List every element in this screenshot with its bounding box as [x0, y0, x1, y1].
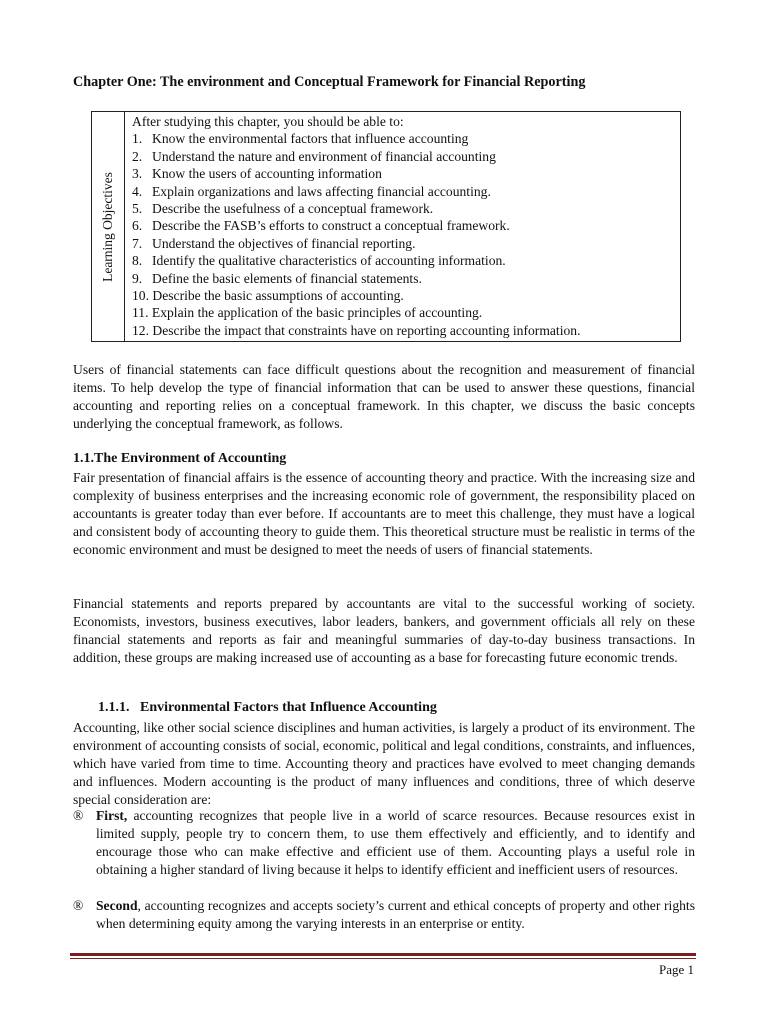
section-heading-1-1-1: 1.1.1. Environmental Factors that Influence Accounting: [98, 700, 437, 715]
objective-text: Describe the impact that constraints have on reporting accounting information.: [152, 322, 581, 338]
objective-text: Define the basic elements of financial statements.: [152, 270, 422, 286]
bullet-marker: ®: [73, 898, 84, 913]
objective-text: Explain organizations and laws affecting financial accounting.: [152, 183, 491, 199]
section-1-1-1-paragraph: Accounting, like other social science disciplines and human activities, is largely a product of its environment. The environment of accounting consists of social, economic, political and legal conditions, constraints, and influences, which have varied from time to time. Accounting theory and practices have evolved to meet changing demands and influences. Modern accounting is the product of many influences and conditions, three of which deserve special consideration are:: [73, 720, 695, 808]
objective-number: 5.: [132, 201, 143, 217]
learning-objectives-list: [132, 113, 676, 339]
bullet-body: accounting recognizes that people live in a world of scarce resources. Because resources exist in limited supply, people try to concern them, to use them effectively and efficiently, and to identify and encourage those who can make effective and efficient use of them. Accounting plays a useful role in obtaining a higher standard of living because it helps to identify efficient and inefficient users of resources.: [96, 808, 695, 878]
learning-objectives-side: [92, 112, 125, 341]
objective-item: [132, 148, 676, 165]
section-heading-1-1: 1.1.The Environment of Accounting: [73, 451, 287, 466]
list-item: [73, 807, 695, 879]
bullet-text: [96, 807, 695, 879]
bullet-lead: First,: [96, 808, 128, 823]
objective-item: [132, 235, 676, 252]
objective-item: [132, 217, 676, 234]
section-1-1-paragraph-1: Fair presentation of financial affairs is the essence of accounting theory and practice. With the increasing size and complexity of business enterprises and the increasing economic role of government, the responsibility placed on accountants is greater today than ever before. If accountants are to meet this challenge, they must have a logical and consistent body of accounting theory to guide them. This theoretical structure must be realistic in terms of the economic environment and must be designed to meet the needs of users of financial statements.: [73, 470, 695, 558]
objective-text: Understand the objectives of financial reporting.: [152, 235, 416, 251]
objective-number: 3.: [132, 166, 143, 182]
objective-item: [132, 165, 676, 182]
page-number: Page 1: [658, 962, 694, 977]
objective-text: Know the users of accounting information: [152, 166, 382, 182]
objective-item: [132, 183, 676, 200]
objective-item: [132, 270, 676, 287]
objective-number: 7.: [132, 235, 143, 251]
section-1-1-paragraph-2: Financial statements and reports prepared by accountants are vital to the successful working of society. Economists, investors, business executives, labor leaders, bankers, and government officials all rely on these financial statements and reports as fair and meaningful summaries of day-to-day business transactions. In addition, these groups are making increased use of accounting as a base for forecasting future economic trends.: [73, 596, 695, 666]
objective-item: [132, 200, 676, 217]
objective-item: [132, 287, 676, 304]
objective-number: 10.: [132, 288, 149, 304]
objective-text: Describe the FASB’s efforts to construct a conceptual framework.: [152, 218, 510, 234]
objective-number: 1.: [132, 131, 143, 147]
objective-item: [132, 322, 676, 339]
objective-number: 9.: [132, 270, 143, 286]
footer-rule-thin: [70, 958, 696, 959]
objective-number: 8.: [132, 253, 143, 269]
bullet-body: , accounting recognizes and accepts society’s current and ethical concepts of property and other rights when determining equity among the varying interests in an enterprise or entity.: [96, 898, 695, 932]
objective-text: Identify the qualitative characteristics of accounting information.: [152, 253, 506, 269]
objective-text: Know the environmental factors that influence accounting: [152, 131, 469, 147]
list-item: [73, 897, 695, 933]
objectives-intro: After studying this chapter, you should be able to:: [132, 114, 404, 129]
objective-text: Describe the usefulness of a conceptual framework.: [152, 201, 434, 217]
bullet-marker: ®: [73, 808, 84, 823]
learning-objectives-label: Learning Objectives: [100, 171, 115, 282]
learning-objectives-box: [91, 111, 681, 342]
objective-number: 11.: [132, 305, 149, 321]
chapter-title: Chapter One: The environment and Conceptual Framework for Financial Reporting: [73, 74, 586, 90]
objective-number: 2.: [132, 148, 143, 164]
intro-paragraph: Users of financial statements can face difficult questions about the recognition and measurement of financial items. To help develop the type of financial information that can be used to answer these questions, financial accounting and reporting relies on a conceptual framework. In this chapter, we discuss the basic concepts underlying the conceptual framework, as follows.: [73, 362, 695, 432]
objective-text: Describe the basic assumptions of accounting.: [152, 288, 404, 304]
footer-rule: [70, 953, 696, 956]
objective-item: [132, 304, 676, 321]
bullet-lead: Second: [96, 898, 138, 913]
bullet-text: [96, 897, 695, 933]
objective-text: Understand the nature and environment of financial accounting: [152, 148, 496, 164]
objective-text: Explain the application of the basic principles of accounting.: [151, 305, 483, 321]
objective-number: 12.: [132, 322, 149, 338]
objective-number: 6.: [132, 218, 143, 234]
objective-number: 4.: [132, 183, 143, 199]
objective-item: [132, 130, 676, 147]
objective-item: [132, 252, 676, 269]
